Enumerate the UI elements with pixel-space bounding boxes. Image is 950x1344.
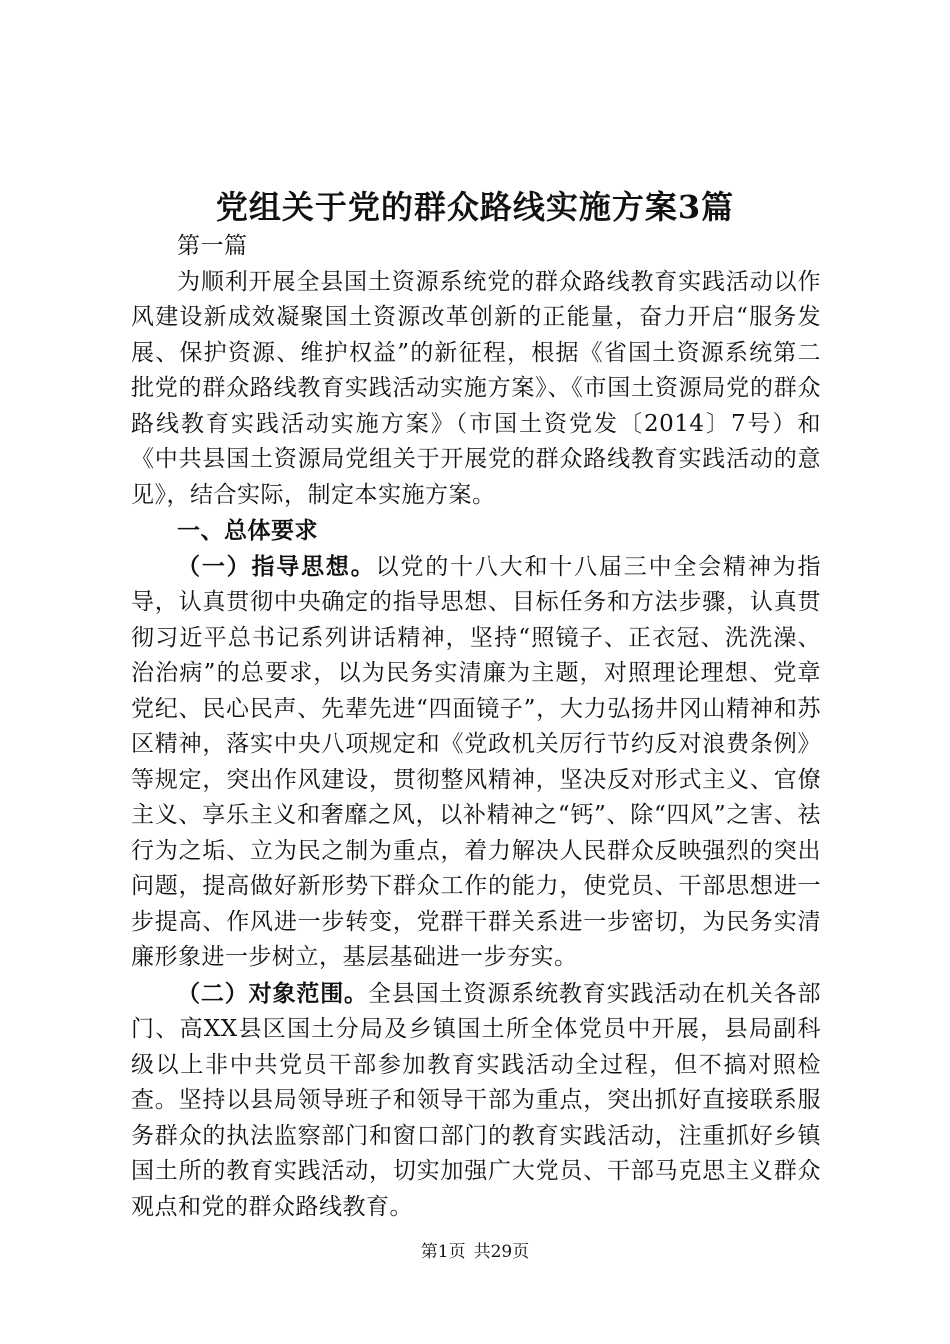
intro-paragraph: 为顺利开展全县国土资源系统党的群众路线教育实践活动以作风建设新成效凝聚国土资源改革创新的正能量，奋力开启“服务发展、保护资源、维护权益”的新征程，根据《省国土资源系统第二批党的群众路线教育实践活动实施方案》、《市国土资源局党的群众路线教育实践活动实施方案》（市国土资党发〔2014〕7号）和《中共县国土资源局党组关于开展党的群众路线教育实践活动的意见》，结合实际，制定本实施方案。 — [131, 268, 821, 508]
page-footer — [0, 1240, 950, 1264]
section-heading-general-requirements: 一、总体要求 — [177, 517, 318, 544]
guiding-ideology-text: 以党的十八大和十八届三中全会精神为指导，认真贯彻中央确定的指导思想、目标任务和方法步骤，认真贯彻习近平总书记系列讲话精神，坚持“照镜子、正衣冠、洗洗澡、治治病”的总要求，以为民务实清廉为主题，对照理论理想、党章党纪、民心民声、先辈先进“四面镜子”，大力弘扬井冈山精神和苏区精神，落实中央八项规定和《党政机关厉行节约反对浪费条例》等规定，突出作风建设，贯彻整风精神，坚决反对形式主义、官僚主义、享乐主义和奢靡之风，以补精神之“钙”、除“四风”之害、祛行为之垢、立为民之制为重点，着力解决人民群众反映强烈的突出问题，提高做好新形势下群众工作的能力，使党员、干部思想进一步提高、作风进一步转变，党群干群关系进一步密切，为民务实清廉形象进一步树立，基层基础进一步夯实。 — [131, 553, 822, 970]
part-label: 第一篇 — [177, 233, 248, 259]
guiding-ideology-heading: （一）指导思想。 — [177, 552, 376, 580]
scope-heading: （二）对象范围。 — [177, 979, 368, 1007]
document-body — [131, 229, 821, 1225]
scope-text: 全县国土资源系统教育实践活动在机关各部门、高XX县区国土分局及乡镇国土所全体党员中开展，县局副科级以上非中共党员干部参加教育实践活动全过程，但不搞对照检查。坚持以县局领导班子和领导干部为重点，突出抓好直接联系服务群众的执法监察部门和窗口部门的教育实践活动，注重抓好乡镇国土所的教育实践活动，切实加强广大党员、干部马克思主义群众观点和党的群众路线教育。 — [131, 980, 822, 1220]
page-number: 第1页 — [420, 1242, 466, 1262]
guiding-ideology-paragraph — [131, 549, 821, 976]
document-title: 党组关于党的群众路线实施方案3篇 — [215, 188, 735, 226]
scope-paragraph — [131, 976, 821, 1226]
page-total: 共29页 — [473, 1242, 530, 1262]
